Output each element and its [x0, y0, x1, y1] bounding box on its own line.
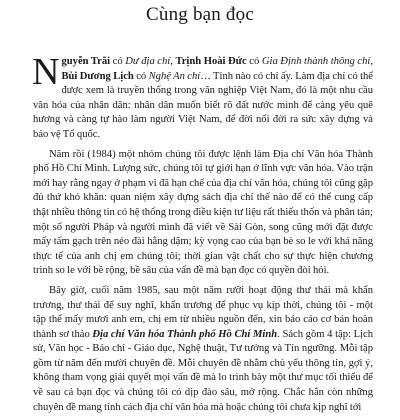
author-name-nguyen-trai: guyễn Trãi	[61, 56, 111, 67]
author-name-trinh-hoai-duc: Trịnh Hoài Đức	[175, 56, 247, 67]
document-body	[32, 51, 374, 420]
drop-cap: N	[32, 51, 60, 93]
paragraph-1: Nguyễn Trãi có Dư địa chí, Trịnh Hoài Đức có Gia Định thành thông chí, Bùi Dương Lịch có Nghệ An chí… Tỉnh nào có chí ấy. Làm địa chí có thể được xem là truyền thống trong văn nghiệp Việt Nam, đó là một nhu cầu văn hóa của nhân dân: nhân dân muốn biết rõ đất nước mình để càng yêu quê hương và càng tự hào làm người Việt Nam, để đời nối đời ra sức xây dựng và bảo vệ Tổ quốc.	[32, 51, 374, 140]
page-title: Cùng bạn đọc	[146, 4, 254, 25]
book-title-dia-chi-van-hoa: Địa chí Văn hóa Thành phố Hồ Chí Minh	[92, 328, 278, 340]
book-title-gia-dinh: Gia Định thành thông chí	[261, 56, 371, 67]
author-name-bui-duong-lich: Bùi Dương Lịch	[61, 70, 134, 82]
paragraph-2: Năm rồi (1984) một nhóm chúng tôi được lệnh làm Địa chí Văn hóa Thành phố Hồ Chí Minh. Lượng sức, chúng tôi tự giới hạn ở lĩnh vực văn hóa. Vào trận mới hay rằng ngay ở phạm vi đã hạn chế của địa chí văn hóa, chúng tôi cũng gặp đủ thứ khó khăn: quan niệm xây dựng sách địa chí thế nào để có thể cung cấp thật nhiều thông tin có hệ thống trong điều kiện tư liệu rất thiếu thốn và phân tán; một số người Pháp và người mình đã viết về Sài Gòn, song cũng mới đặt được mấy tấm gạch trên nẻo đài hằng dặm; kỳ vọng cao của bạn bè so le với khả năng thực tế của anh chị em chúng tôi; thời gian vật chất cho sự thực hiện chương trình so le với bề rộng, bề sâu của vấn đề mà bạn đọc có quyền đòi hỏi.	[33, 148, 373, 277]
book-title-nghe-an-chi: Nghệ An chí	[148, 70, 201, 82]
paragraph-3: Bây giờ, cuối năm 1985, sau một năm rưỡi hoạt động thư thái mà khẩn trương, thư thái để suy nghĩ, khẩn trương để phục vụ kịp thời, chúng tôi - một tập thể mấy mươi anh em, chị em từ nhiều nguồn đến, xin báo cáo cơ bản hoàn thành sơ thảo Địa chí Văn hóa Thành phố Hồ Chí Minh. Sách gồm 4 tập: Lịch sử, Văn học - Báo chí - Giáo dục, Nghệ thuật, Tư tưởng và Tín ngưỡng. Mỗi tập gồm từ năm đến mười chuyên đề. Mỗi chuyên đề nhằm chủ yếu thông tin, gợi ý, không tham vọng giải quyết mọi vấn đề mà lo trình bày một thư mục tối thiểu để về sau cả bạn đọc và chúng tôi có dịp đào sâu, mở rộng. Chắc hẳn còn những chuyên đề mang tính cách địa chí văn hóa mà hoặc chúng tôi chưa kịp nghĩ tới	[33, 284, 373, 413]
book-title-du-dia-chi: Dư địa chí	[125, 56, 171, 67]
